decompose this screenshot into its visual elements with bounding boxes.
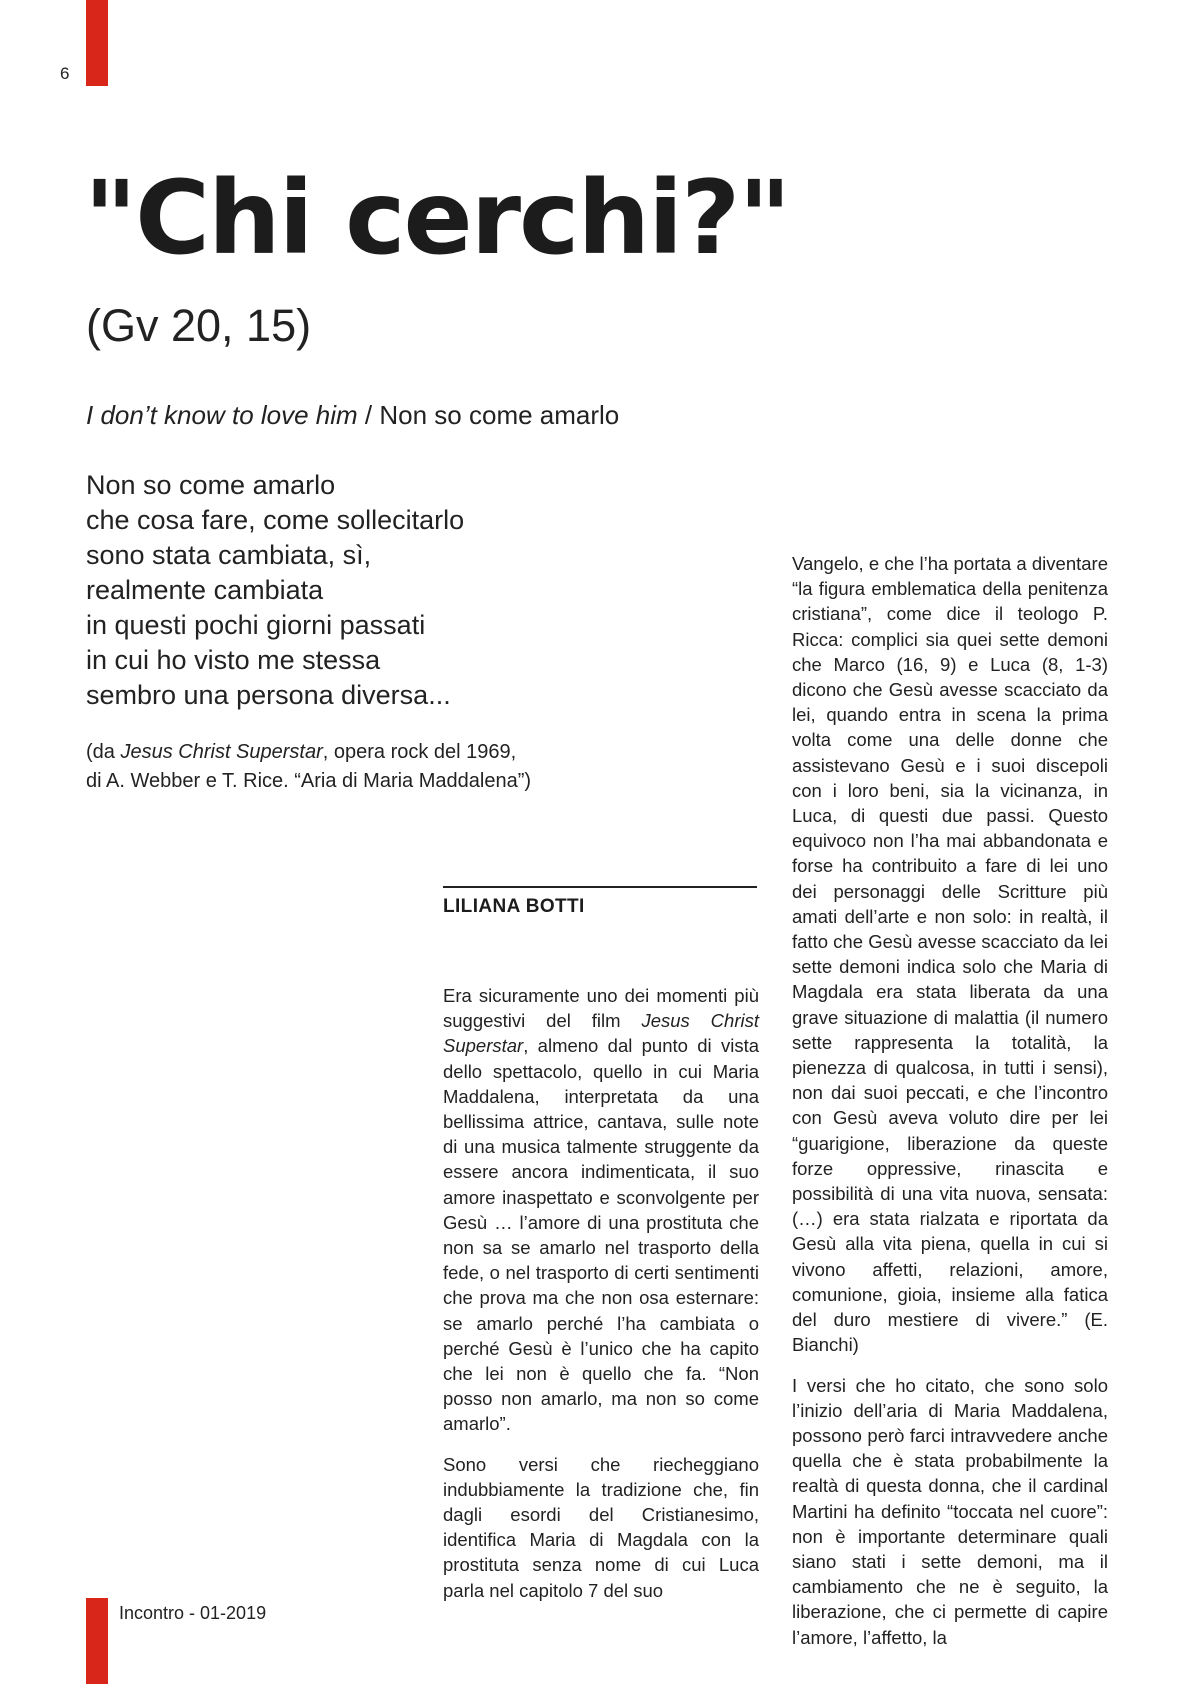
- lyrics-citation: (da Jesus Christ Superstar, opera rock del 1969, di A. Webber e T. Rice. “Aria di Maria Maddalena”): [86, 741, 532, 792]
- article-title: "Chi cerchi?": [84, 159, 790, 278]
- lyric-line: sembro una persona diversa...: [86, 680, 451, 710]
- lyric-line: realmente cambiata: [86, 575, 324, 605]
- scripture-reference: (Gv 20, 15): [86, 300, 312, 351]
- page-number: 6: [60, 64, 70, 83]
- article-subtitle: [86, 400, 619, 431]
- lyric-line: sono stata cambiata, sì,: [86, 540, 372, 570]
- subtitle-italian: / Non so come amarlo: [357, 400, 620, 430]
- lyric-line: che cosa fare, come sollecitarlo: [86, 505, 465, 535]
- article-column-left: [443, 983, 759, 1618]
- song-lyrics: [86, 468, 464, 713]
- lyric-line: in cui ho visto me stessa: [86, 645, 381, 675]
- article-column-right: [792, 551, 1108, 1665]
- author-name: LILIANA BOTTI: [443, 896, 585, 917]
- lyric-line: in questi pochi giorni passati: [86, 610, 426, 640]
- body-paragraph: I versi che ho citato, che sono solo l’inizio dell’aria di Maria Maddalena, possono però farci intravvedere anche quella che è stata probabilmente la realtà di questa donna, che il cardinal Martini ha definito “toccata nel cuore”: non è importante determinare quali siano stati i sette demoni, ma il cambiamento che ne è seguito, la liberazione, che ci permette di capire l’amore, l’affetto, la: [792, 1374, 1108, 1648]
- body-paragraph: Era sicuramente uno dei momenti più suggestivi del film Jesus Christ Superstar, almeno dal punto di vista dello spettacolo, quello in cui Maria Maddalena, interpretata da una bellissima attrice, cantava, sulle note di una musica talmente struggente da essere ancora indimenticata, il suo amore inaspettato e sconvolgente per Gesù … l’amore di una prostituta che non sa se amarlo nel trasporto della fede, o nel trasporto di certi sentimenti che prova ma che non osa esternare: se amarlo perché l’ha cambiata o perché Gesù è l’unico che ha capito che lei non è quello che fa. “Non posso non amarlo, ma non so come amarlo”.: [443, 985, 759, 1435]
- author-divider: [443, 886, 757, 888]
- lyric-line: Non so come amarlo: [86, 470, 336, 500]
- bottom-accent-bar: [86, 1598, 108, 1684]
- body-paragraph: Vangelo, e che l’ha portata a diventare “la figura emblematica della penitenza cristiana”, come dice il teologo P. Ricca: complici sia quei sette demoni che Marco (16, 9) e Luca (8, 1-3) dicono che Gesù avesse scacciato da lei, quando entra in scena la prima volta come una delle donne che assistevano Gesù e i suoi discepoli con i loro beni, sia la vicinanza, in Luca, di questi due passi. Questo equivoco non l’ha mai abbandonata e forse ha contribuito a fare di lei uno dei personaggi delle Scritture più amati dell’arte e non solo: in realtà, il fatto che Gesù avesse scacciato da lei sette demoni indica solo che Maria di Magdala era stata liberata da una grave situazione di malattia (il numero sette rappresenta la totalità, la pienezza di qualcosa, in tutti i sensi), non dai suoi peccati, e che l’incontro con Gesù aveva voluto dire per lei “guarigione, liberazione da queste forze oppressive, rinascita e possibilità di una vita nuova, sensata: (…) era stata rialzata e riportata da Gesù alla vita piena, quella in cui si vivono affetti, relazioni, amore, comunione, gioia, insieme alla fatica del duro mestiere di vivere.” (E. Bianchi): [792, 553, 1108, 1356]
- citation-work-title: Jesus Christ Superstar: [120, 741, 323, 763]
- top-accent-bar: [86, 0, 108, 86]
- magazine-footer: Incontro - 01-2019: [119, 1603, 267, 1623]
- film-title: Jesus Christ Superstar: [443, 1010, 759, 1057]
- subtitle-english: I don’t know to love him: [86, 400, 358, 430]
- body-paragraph: Sono versi che riecheggiano indubbiamente la tradizione che, fin dagli esordi del Cristianesimo, identifica Maria di Magdala con la prostituta senza nome di cui Luca parla nel capitolo 7 del suo: [443, 1453, 759, 1601]
